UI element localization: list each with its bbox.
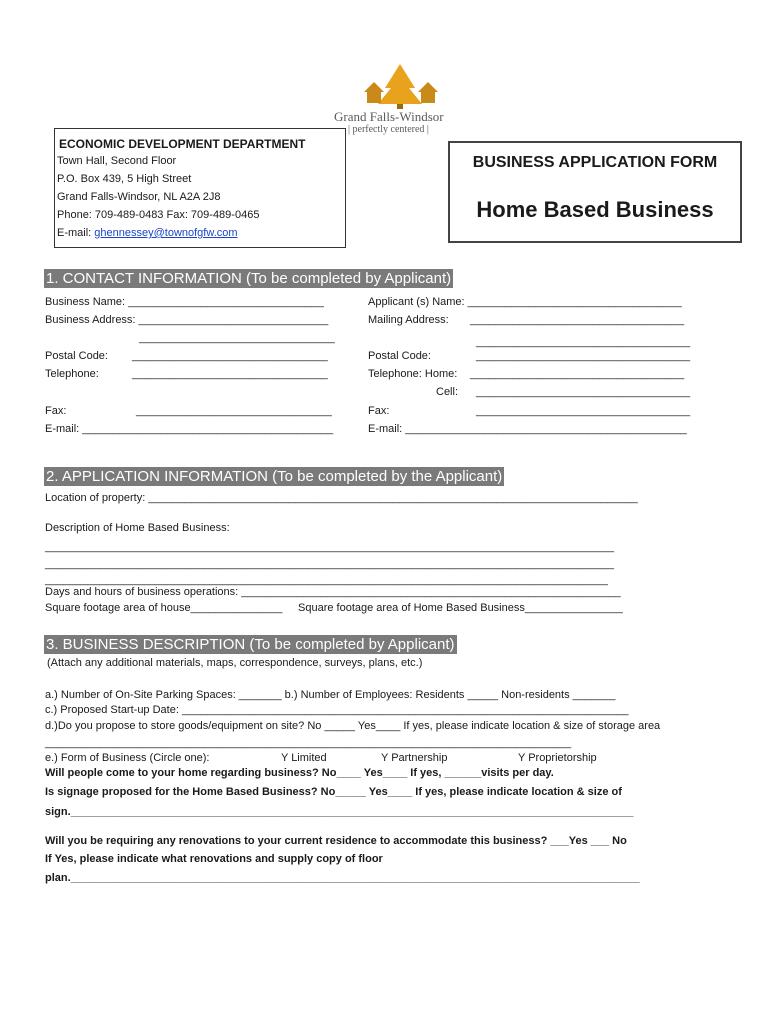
home-phone-field[interactable]: ___________________________________	[470, 368, 685, 380]
department-address-line1: Town Hall, Second Floor	[57, 155, 177, 167]
description-line[interactable]: ____________________________________________________________________________________________	[45, 574, 608, 586]
department-email	[57, 227, 238, 239]
mailing-address-field[interactable]: ___________________________________	[470, 314, 685, 326]
telephone-field[interactable]: ________________________________	[132, 368, 328, 380]
applicant-email-field[interactable]: E-mail: ______________________________________________	[368, 423, 687, 435]
signage-line[interactable]: sign.____________________________________________________________________________________________	[45, 806, 634, 818]
applicant-fax-label: Fax:	[368, 405, 390, 417]
business-sqft-field[interactable]: Square footage area of Home Based Business________________	[298, 602, 623, 614]
home-phone-label: Telephone: Home:	[368, 368, 458, 380]
applicant-name-field[interactable]: Applicant (s) Name: ___________________________________	[368, 296, 682, 308]
mailing-address-line2[interactable]: ___________________________________	[476, 336, 691, 348]
fax-field[interactable]: ________________________________	[136, 405, 332, 417]
parking-employees-field[interactable]: a.) Number of On-Site Parking Spaces: _______ b.) Number of Employees: Residents _____ Non-residents _______	[45, 689, 616, 701]
business-address-field[interactable]: Business Address: _______________________________	[45, 314, 329, 326]
applicant-postal-label: Postal Code:	[368, 350, 431, 362]
business-address-line2[interactable]: ________________________________	[139, 332, 335, 344]
logo	[330, 62, 470, 138]
fax-label: Fax:	[45, 405, 67, 417]
signage-question[interactable]: Is signage proposed for the Home Based Business? No_____ Yes____ If yes, please indicate location & size of	[45, 786, 622, 798]
telephone-label: Telephone:	[45, 368, 99, 380]
department-phone: Phone: 709-489-0483 Fax: 709-489-0465	[57, 209, 260, 221]
section1-header: 1. CONTACT INFORMATION (To be completed by Applicant)	[46, 270, 452, 287]
house-sqft-field[interactable]: Square footage area of house_______________	[45, 602, 283, 614]
description-line[interactable]: _____________________________________________________________________________________________	[45, 558, 614, 570]
logo-name: Grand Falls-Windsor	[334, 109, 444, 124]
business-name-field[interactable]: Business Name: ________________________________	[45, 296, 324, 308]
attach-note: (Attach any additional materials, maps, correspondence, surveys, plans, etc.)	[47, 657, 423, 669]
floor-plan-line[interactable]: plan._____________________________________________________________________________________________	[45, 872, 640, 884]
option-partnership[interactable]: Y Partnership	[381, 752, 448, 764]
description-line[interactable]: _____________________________________________________________________________________________	[45, 541, 614, 553]
business-form-label: e.) Form of Business (Circle one):	[45, 752, 210, 764]
postal-code-label: Postal Code:	[45, 350, 108, 362]
section2-header: 2. APPLICATION INFORMATION (To be completed by the Applicant)	[46, 468, 503, 485]
mailing-address-label: Mailing Address:	[368, 314, 449, 326]
storage-line[interactable]: ______________________________________________________________________________________	[45, 737, 572, 749]
form-title: BUSINESS APPLICATION FORM	[472, 154, 718, 171]
postal-code-field[interactable]: ________________________________	[132, 350, 328, 362]
visitors-question[interactable]: Will people come to your home regarding business? No____ Yes____ If yes, ______visits per day.	[45, 767, 554, 779]
email-link[interactable]: ghennessey@townofgfw.com	[94, 227, 238, 239]
option-proprietorship[interactable]: Y Proprietorship	[518, 752, 597, 764]
section3-header: 3. BUSINESS DESCRIPTION (To be completed by Applicant)	[46, 636, 455, 653]
logo-icon	[330, 62, 470, 110]
email-label: E-mail:	[57, 227, 95, 239]
form-subtitle: Home Based Business	[476, 197, 714, 222]
email-field[interactable]: E-mail: _________________________________________	[45, 423, 334, 435]
logo-tagline: | perfectly centered |	[348, 124, 429, 135]
renovations-note: If Yes, please indicate what renovations and supply copy of floor	[45, 853, 383, 865]
property-location-field[interactable]: Location of property: ________________________________________________________________________________	[45, 492, 638, 504]
description-label: Description of Home Based Business:	[45, 522, 230, 534]
days-hours-field[interactable]: Days and hours of business operations: ______________________________________________________________	[45, 586, 621, 598]
applicant-postal-field[interactable]: ___________________________________	[476, 350, 691, 362]
department-address-line2: P.O. Box 439, 5 High Street	[57, 173, 192, 185]
cell-label: Cell:	[436, 386, 459, 398]
renovations-question[interactable]: Will you be requiring any renovations to your current residence to accommodate this business? ___Yes ___ No	[45, 835, 627, 847]
startup-date-field[interactable]: c.) Proposed Start-up Date: _________________________________________________________________________	[45, 704, 629, 716]
department-title: ECONOMIC DEVELOPMENT DEPARTMENT	[59, 137, 306, 151]
applicant-fax-field[interactable]: ___________________________________	[476, 405, 691, 417]
cell-field[interactable]: ___________________________________	[476, 386, 691, 398]
department-address-line3: Grand Falls-Windsor, NL A2A 2J8	[57, 191, 221, 203]
option-limited[interactable]: Y Limited	[281, 752, 327, 764]
storage-field[interactable]: d.)Do you propose to store goods/equipment on site? No _____ Yes____ If yes, please indicate location & size of storage area	[45, 720, 661, 732]
